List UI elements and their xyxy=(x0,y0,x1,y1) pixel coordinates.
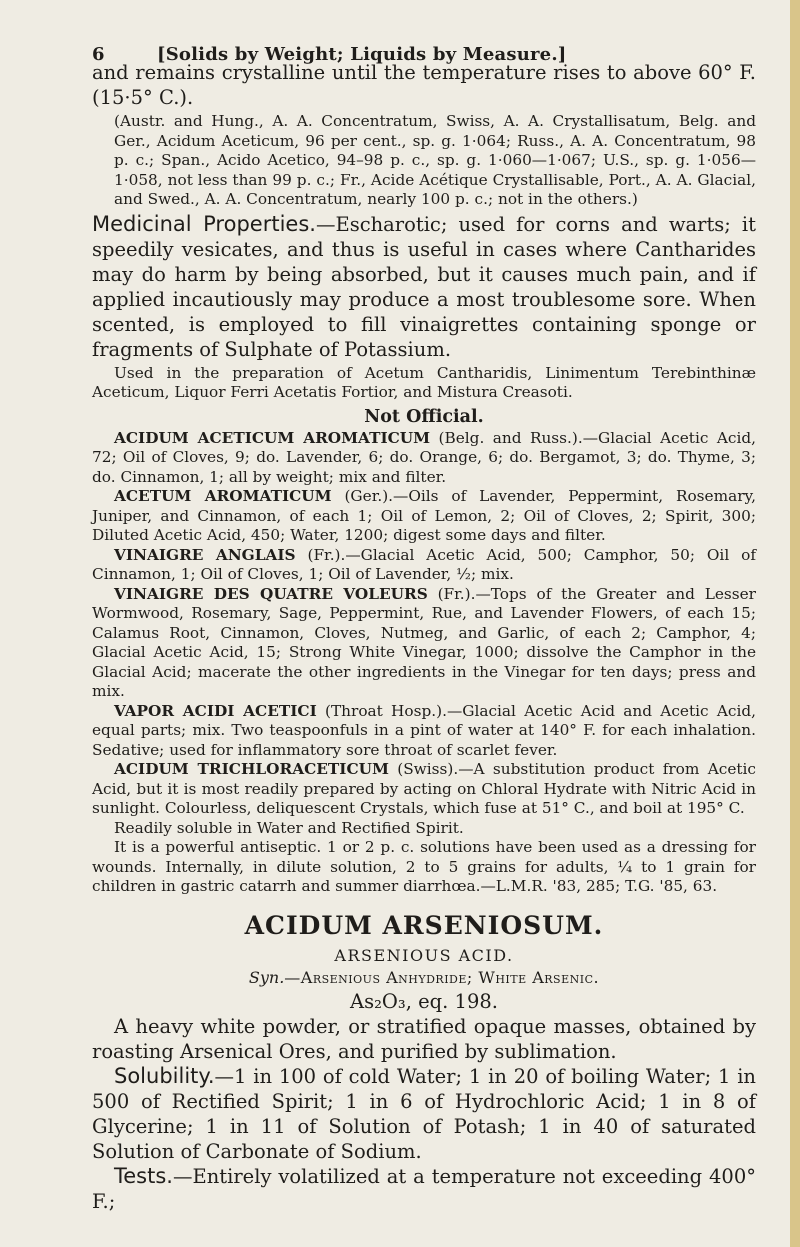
solubility-paragraph xyxy=(92,1064,756,1164)
entry-name: ACETUM AROMATICUM xyxy=(114,487,332,505)
uses-note: Used in the preparation of Acetum Cantharidis, Linimentum Terebinthinæ Aceticum, Liquor Ferri Acetatis Fortior, and Mistura Creasoti. xyxy=(92,363,756,401)
entry-name: VAPOR ACIDI ACETICI xyxy=(114,701,317,720)
trichlor-solubility: Readily soluble in Water and Rectified Spirit. xyxy=(114,818,464,837)
entry-name: VINAIGRE DES QUATRE VOLEURS xyxy=(114,584,428,603)
running-head: [Solids by Weight; Liquids by Measure.] xyxy=(157,44,567,65)
entry-name: ACIDUM TRICHLORACETICUM xyxy=(114,760,389,778)
entry-acetum-aromaticum xyxy=(92,487,756,546)
medicinal-label: Medicinal Properties. xyxy=(92,211,316,236)
entry-vinaigre-anglais xyxy=(92,546,756,585)
synonyms-note: (Austr. and Hung., A. A. Concentratum, Swiss, A. A. Crystallisatum, Belg. and Ger., Acidum Aceticum, 96 per cent., sp. g. 1·064; Russ., A. A. Concentratum, 98 p. c.; Span., Acido Acetico, 94–98 p. c., sp. g. 1·060—1·067; U.S., sp. g. 1·056—1·058, not less than 99 p. c.; Fr., Acide Acétique Crystallisable, Port., A. A. Glacial, and Swed., A. A. Concentratum, nearly 100 p. c.; not in the others.) xyxy=(114,112,756,208)
entry-name: VINAIGRE ANGLAIS xyxy=(114,545,296,564)
entry-text: (Ger.).—Oils of Lavender, Peppermint, Rosemary, Juniper, and Cinnamon, of each 1; Oil of Lemon, 2; Oil of Cloves, 2; Spirit, 300; Diluted Acetic Acid, 450; Water, 1200; digest some days and filter. xyxy=(92,487,756,544)
page-number: 6 xyxy=(92,44,105,65)
entry-text: (Fr.).—Glacial Acetic Acid, 500; Camphor, 50; Oil of Cinnamon, 1; Oil of Cloves, 1; Oil of Lavender, ½; mix. xyxy=(92,545,756,583)
solubility-label: Solubility. xyxy=(114,1063,215,1088)
tests-label: Tests. xyxy=(114,1163,173,1188)
entry-name: ACIDUM ACETICUM AROMATICUM xyxy=(114,428,431,447)
entry-vapor-acidi-acetici xyxy=(92,702,756,761)
page-header xyxy=(92,0,756,65)
entry-acidum-aceticum-aromaticum xyxy=(92,429,756,488)
solubility-text: —1 in 100 of cold Water; 1 in 20 of boiling Water; 1 in 500 of Rectified Spirit; 1 in 6 of Hydrochloric Acid; 1 in 8 of Glycerine; 1 in 11 of Solution of Potash; 1 in 40 of saturated Solution of Carbonate of Sodium. xyxy=(92,1064,756,1163)
entry-text: (Fr.).—Tops of the Greater and Lesser Wormwood, Rosemary, Sage, Peppermint, Rue, and Lavender Flowers, of each 15; Calamus Root, Cinnamon, Cloves, Nutmeg, and Garlic, of each 2; Camphor, 4; Glacial Acetic Acid, 15; Strong White Vinegar, 1000; dissolve the Camphor in the Glacial Acid; macerate the other ingredients in the Vinegar for ten days; press and mix. xyxy=(92,584,756,700)
chemical-formula: As₂O₃, eq. 198. xyxy=(350,989,498,1013)
entry-text: (Belg. and Russ.).—Glacial Acetic Acid, 72; Oil of Cloves, 9; do. Lavender, 6; do. Orange, 6; do. Bergamot, 3; do. Thyme, 3; do. Cinnamon, 1; all by weight; mix and filter. xyxy=(92,428,756,486)
trichlor-uses: It is a powerful antiseptic. 1 or 2 p. c. solutions have been used as a dressing for wounds. Internally, in dilute solution, 2 to 5 grains for adults, ¼ to 1 grain for children in gastric catarrh and summer diarrhœa.—L.M.R. '83, 285; T.G. '85, 63. xyxy=(92,838,756,895)
syn-label: Syn. xyxy=(248,967,285,987)
tests-text: —Entirely volatilized at a temperature not exceeding 400° F.; xyxy=(92,1164,756,1213)
entry-acidum-trichloraceticum xyxy=(92,760,756,819)
medicinal-paragraph xyxy=(92,212,756,362)
entry-vinaigre-des-quatre-voleurs xyxy=(92,585,756,702)
drug-subtitle: ARSENIOUS ACID. xyxy=(334,945,514,965)
drug-title: ACIDUM ARSENIOSUM. xyxy=(244,910,604,940)
entry-text: (Swiss).—A substitution product from Acetic Acid, but it is most readily prepared by acting on Chloral Hydrate with Nitric Acid in sunlight. Colourless, deliquescent Crystals, which fuse at 51° C., and boil at 195° C. xyxy=(92,760,756,817)
intro-text: and remains crystalline until the temperature rises to above 60° F. (15·5° C.). xyxy=(92,61,756,109)
not-official-heading: Not Official. xyxy=(364,406,484,427)
entry-text: (Throat Hosp.).—Glacial Acetic Acid and Acetic Acid, equal parts; mix. Two teaspoonfuls in a pint of water at 140° F. for each inhalation. Sedative; used for inflammatory sore throat of scarlet fever. xyxy=(92,701,756,759)
arsenic-description: A heavy white powder, or stratified opaque masses, obtained by roasting Arsenical Ores, and purified by sublimation. xyxy=(92,1014,756,1063)
synonym-line xyxy=(92,967,756,989)
page-edge xyxy=(790,0,800,1247)
syn-text: —Arsenious Anhydride; White Arsenic. xyxy=(284,967,600,987)
tests-paragraph xyxy=(92,1164,756,1214)
medicinal-text: —Escharotic; used for corns and warts; it speedily vesicates, and thus is useful in cases where Cantharides may do harm by being absorbed, but it causes much pain, and if applied incautiously may produce a most troublesome sore. When scented, is employed to fill vinaigrettes containing sponge or fragments of Sulphate of Potassium. xyxy=(92,212,757,361)
